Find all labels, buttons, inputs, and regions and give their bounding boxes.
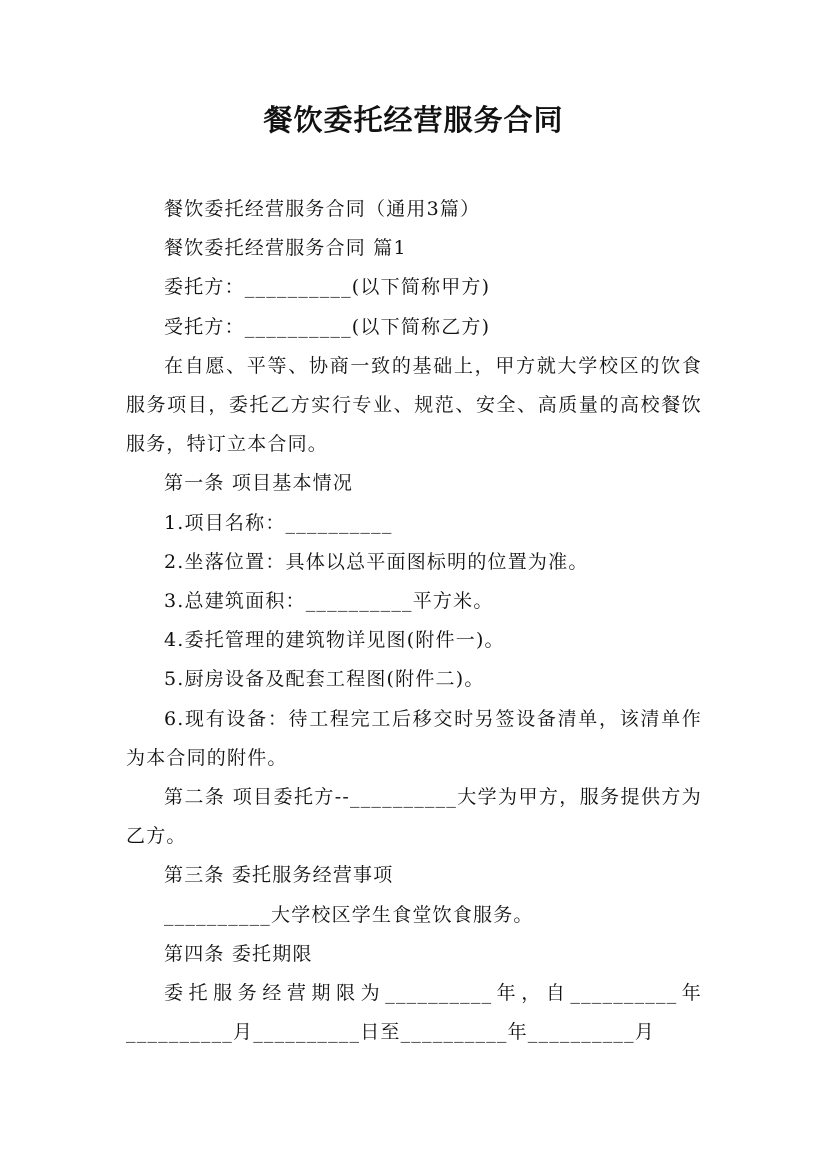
paragraph-item-4: 4.委托管理的建筑物详见图(附件一)。 [164, 629, 505, 652]
paragraph-article-3-heading: 第三条 委托服务经营事项 [164, 864, 394, 887]
paragraph-article-2: 第二条 项目委托方--__________大学为甲方，服务提供方为乙方。 [126, 786, 702, 848]
document-body [126, 190, 702, 1052]
paragraph-item-6: 6.现有设备：待工程完工后移交时另签设备清单，该清单作为本合同的附件。 [126, 707, 702, 769]
paragraph-article-1-heading: 第一条 项目基本情况 [164, 472, 354, 495]
paragraph-item-3: 3.总建筑面积：__________平方米。 [164, 590, 494, 613]
paragraph-item-1: 1.项目名称：__________ [164, 511, 393, 534]
paragraph-party-b: 受托方：__________(以下简称乙方) [164, 315, 491, 338]
paragraph-article-3-content: __________大学校区学生食堂饮食服务。 [164, 903, 534, 926]
paragraph-article-4-heading: 第四条 委托期限 [164, 942, 313, 965]
paragraph-item-5: 5.厨房设备及配套工程图(附件二)。 [164, 668, 485, 691]
paragraph-preamble: 在自愿、平等、协商一致的基础上，甲方就大学校区的饮食服务项目，委托乙方实行专业、规范、安全、高质量的高校餐饮服务，特订立本合同。 [126, 354, 702, 456]
paragraph-subtitle: 餐饮委托经营服务合同（通用3篇） [164, 198, 481, 220]
paragraph-item-2: 2.坐落位置：具体以总平面图标明的位置为准。 [164, 550, 589, 573]
paragraph-article-4-content: 委托服务经营期限为__________年，自__________年__________月__________日至__________年__________月 [126, 982, 702, 1044]
paragraph-party-a: 委托方：__________(以下简称甲方) [164, 276, 491, 299]
paragraph-section-heading: 餐饮委托经营服务合同 篇1 [164, 237, 407, 260]
document-title: 餐饮委托经营服务合同 [263, 103, 564, 137]
